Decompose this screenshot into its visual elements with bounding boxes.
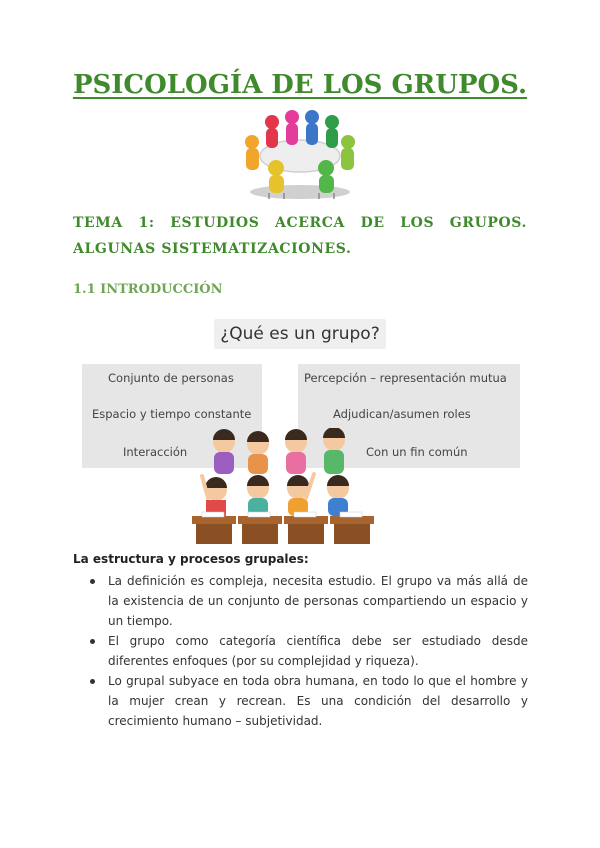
list-item: Lo grupal subyace en toda obra humana, en todo lo que el hombre y la mujer crean y recrean. Es una condición del desarrollo y crecimiento humano – subjetividad. bbox=[88, 671, 528, 731]
diagram-question: ¿Qué es un grupo? bbox=[214, 319, 386, 349]
diagram-item: Adjudican/asumen roles bbox=[333, 407, 471, 421]
classroom-children-illustration bbox=[188, 428, 378, 548]
diagram-item: Percepción – representación mutua bbox=[304, 371, 507, 385]
page-title: PSICOLOGÍA DE LOS GRUPOS. bbox=[72, 70, 528, 100]
list-item: El grupo como categoría científica debe ser estudiado desde diferentes enfoques (por su complejidad y riqueza). bbox=[88, 631, 528, 671]
subsection-heading: 1.1 INTRODUCCIÓN bbox=[73, 282, 223, 297]
topic-heading: TEMA 1: ESTUDIOS ACERCA DE LOS GRUPOS. ALGUNAS SISTEMATIZACIONES. bbox=[73, 215, 527, 257]
section-label: La estructura y procesos grupales: bbox=[73, 552, 309, 566]
group-meeting-illustration bbox=[236, 106, 364, 202]
bullet-list bbox=[88, 571, 528, 731]
list-item: La definición es compleja, necesita estudio. El grupo va más allá de la existencia de un conjunto de personas compartiendo un espacio y un tiempo. bbox=[88, 571, 528, 631]
diagram-item: Espacio y tiempo constante bbox=[92, 407, 252, 421]
diagram-item: Interacción bbox=[123, 445, 188, 459]
diagram-item: Conjunto de personas bbox=[108, 371, 234, 385]
diagram-item: Con un fin común bbox=[366, 445, 468, 459]
